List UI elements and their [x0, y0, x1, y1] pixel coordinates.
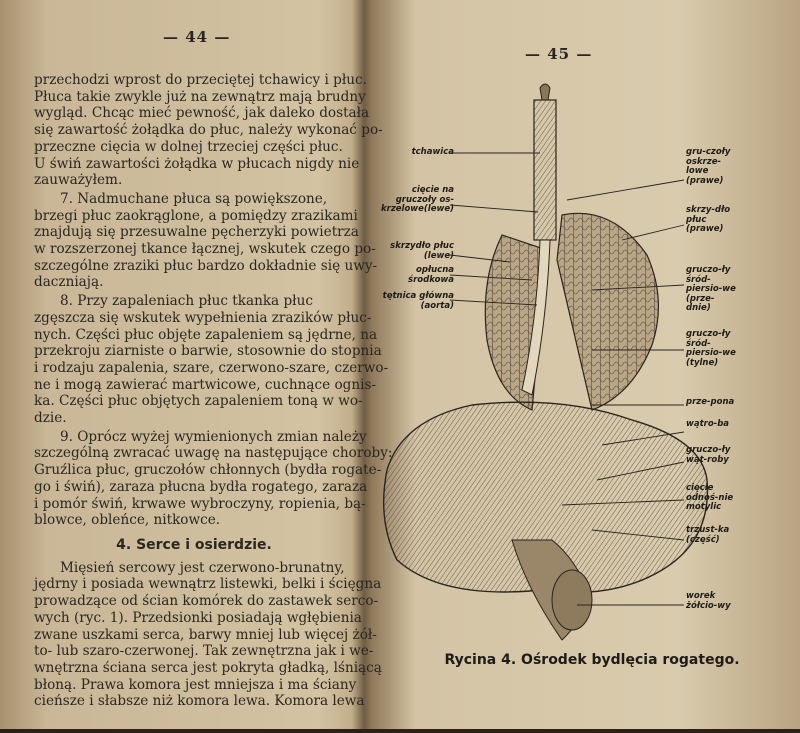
text-line: szczególną zwracać uwagę na następujące choroby:: [34, 445, 393, 462]
paragraph-10: [34, 559, 382, 710]
paragraph-7: [34, 190, 378, 291]
label-trachea: tchawica: [411, 147, 454, 157]
text-line: to- lub szaro-czerwonej. Tak zewnętrzna jak i we-: [34, 643, 374, 660]
text-line: zauważyłem.: [34, 172, 123, 189]
trachea-drawing: [534, 84, 556, 240]
text-line: znajdują się przesuwalne pęcherzyki powietrza: [34, 224, 359, 241]
label-fluke-cut: cięcie odnoś-nie motylic: [686, 483, 734, 512]
page-number-left: — 44 —: [163, 28, 231, 46]
figure-caption: Rycina 4. Ośrodek bydlęcia rogatego.: [444, 652, 740, 668]
text-line: go i świń), zaraza płucna bydła rogatego, zaraza: [34, 478, 368, 495]
anatomical-figure: [362, 0, 800, 729]
text-line: zwane uszkami serca, barwy mniej lub więcej żół-: [34, 626, 377, 643]
text-line: wygląd. Chcąc mieć pewność, jak daleko dostała: [34, 105, 370, 122]
text-line: Płuca takie zwykle już na zewnątrz mają brudny: [34, 88, 366, 105]
text-line: ne i mogą zawierać martwicowe, cuchnące ognis-: [34, 376, 377, 393]
label-anterior-mediastinal-glands: gruczo-ły śród-piersio-we (prze-dnie): [686, 265, 736, 313]
text-line: się zawartość żołądka do płuc, należy wykonać po-: [34, 122, 383, 139]
text-line: i rodzaju zapalenia, szare, czerwono-szare, czerwo-: [34, 359, 389, 376]
label-posterior-mediastinal-glands: gruczo-ły śród-piersio-we (tylne): [686, 329, 736, 368]
label-liver: wątro-ba: [686, 419, 730, 429]
text-line: blowce, obleńce, nitkowce.: [34, 512, 221, 529]
lungs-drawing: [485, 213, 658, 410]
label-pancreas: trzust-ka (część): [686, 525, 730, 545]
label-diaphragm: prze-pona: [686, 397, 735, 407]
label-left-lung-wing: skrzydło płuc (lewe): [390, 241, 454, 261]
label-liver-glands: gruczo-ły wąt-roby: [686, 445, 731, 465]
text-line: w rozszerzonej tkance łącznej, wskutek czego po-: [34, 241, 376, 258]
text-line: wnętrzna ściana serca jest pokryta gładką, lśniącą: [34, 659, 382, 676]
label-left-bronchial-glands-cut: cięcie na gruczoły os-krzelowe(lewe): [381, 185, 454, 214]
text-line: przekroju ziarniste o barwie, stosownie do stopnia: [34, 343, 382, 360]
page-number-right: — 45 —: [525, 45, 593, 63]
left-page: [0, 0, 393, 729]
text-line: nych. Części płuc objęte zapaleniem są jędrne, na: [34, 326, 378, 343]
text-line: prowadzące od ścian komórek do zastawek serco-: [34, 593, 379, 610]
text-line: przechodzi wprost do przeciętej tchawicy i płuc.: [34, 72, 367, 88]
text-line: Gruźlica płuc, gruczołów chłonnych (bydła rogate-: [34, 462, 382, 479]
text-line: szczególne zraziki płuc bardzo dokładnie się uwy-: [34, 257, 378, 274]
text-line: zgęszcza się wskutek wypełnienia zrazików płuc-: [34, 309, 372, 326]
left-page-body: [34, 72, 393, 710]
text-line: przeczne cięcia w dolnej trzeciej części płuc.: [34, 138, 343, 155]
label-gallbladder: worek żółcio-wy: [686, 591, 731, 611]
text-line: ka. Części płuc objętych zapaleniem toną w wo-: [34, 393, 363, 410]
text-line: 9. Oprócz wyżej wymienionych zmian należy: [60, 428, 367, 445]
text-line: i pomór świń, krwawe wybroczyny, ropienia, bą-: [34, 495, 366, 512]
text-line: 7. Nadmuchane płuca są powiększone,: [60, 190, 328, 207]
label-right-lung-wing: skrzy-dło płuc (prawe): [686, 205, 731, 234]
text-line: jędrny i posiada wewnątrz listewki, belki i ścięgna: [34, 576, 382, 593]
text-line: 8. Przy zapaleniach płuc tkanka płuc: [60, 293, 313, 310]
text-line: Mięsień sercowy jest czerwono-brunatny,: [60, 559, 345, 576]
paragraph-9: [34, 428, 393, 529]
paragraph-8: [34, 293, 389, 427]
label-middle-pleura: opłucna środkowa: [408, 265, 454, 285]
paragraph-continuation: [34, 72, 383, 189]
section-heading: 4. Serce i osierdzie.: [116, 536, 272, 553]
liver-drawing: [384, 402, 708, 640]
text-line: U świń zawartości żołądka w płucach nigdy nie: [34, 155, 360, 172]
text-line: błoną. Prawa komora jest mniejsza i ma ściany: [34, 676, 357, 693]
label-aorta: tętnica główna (aorta): [382, 291, 454, 311]
text-line: wych (ryc. 1). Przedsionki posiadają wgłębienia: [34, 609, 362, 626]
text-line: daczniają.: [34, 274, 104, 291]
label-right-bronchial-glands: gru-czoły oskrze-lowe (prawe): [686, 147, 731, 186]
text-line: cieńsze i słabsze niż komora lewa. Komora lewa: [34, 693, 365, 710]
right-page: [362, 0, 800, 729]
text-line: dzie.: [34, 410, 67, 427]
text-line: brzegi płuc zaokrąglone, a pomiędzy zrazikami: [34, 207, 358, 224]
